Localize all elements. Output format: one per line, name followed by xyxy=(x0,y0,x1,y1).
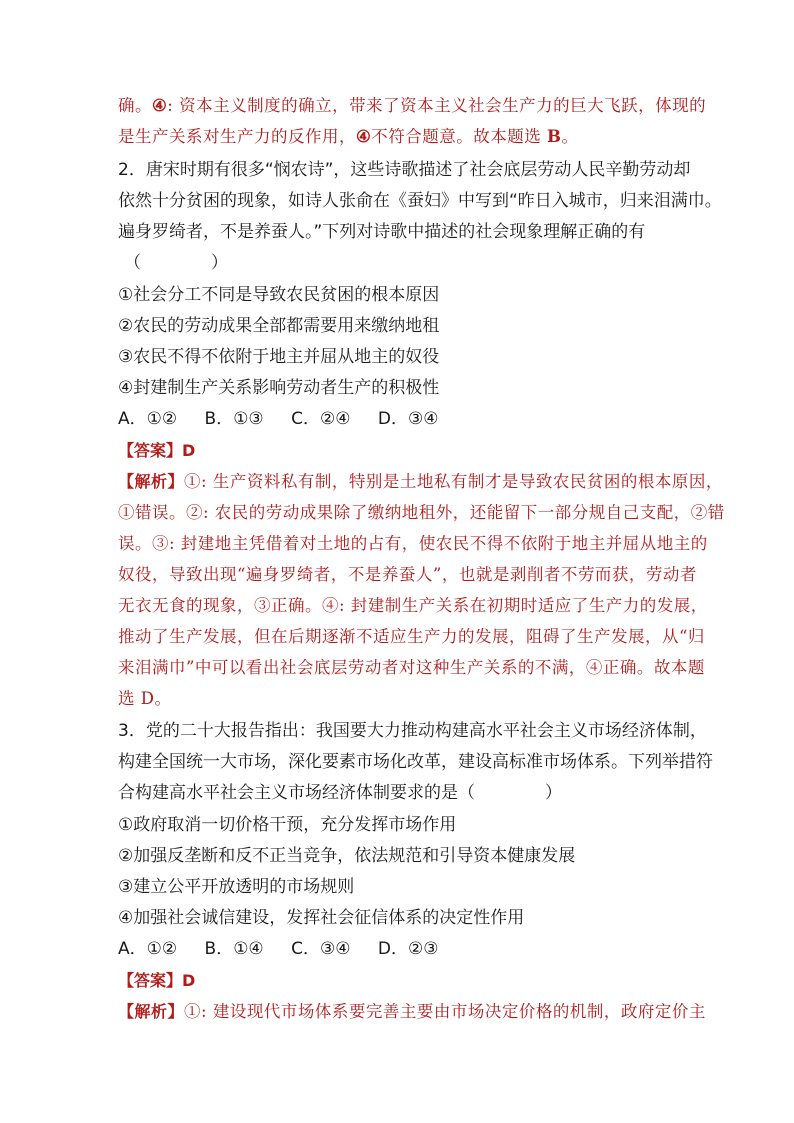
q3-options xyxy=(118,939,438,959)
q2-item-1: ①社会分工不同是导致农民贫困的根本原因 xyxy=(118,285,440,305)
q2-stem-line-2: 依然十分贫困的现象，如诗人张俞在《蚕妇》中写到“昨日入城市，归来泪满巾。 xyxy=(118,191,722,211)
q2-analysis-line-5: 无衣无食的现象，③正确。④: 封建制生产关系在初期时适应了生产力的发展， xyxy=(118,596,708,615)
q2-answer: 【答案】D xyxy=(118,441,196,460)
q3-answer: 【答案】D xyxy=(118,971,196,990)
q2-option-a: A．①② xyxy=(118,409,178,429)
q2-analysis-line-2: ①错误。②: 农民的劳动成果除了缴纳地租外，还能留下一部分规自己支配，②错 xyxy=(118,503,725,522)
prev-analysis-line-2: 是生产关系对生产力的反作用，④不符合题意。故本题选 B。 xyxy=(118,127,579,146)
q2-item-2: ②农民的劳动成果全部都需要用来缴纳地租 xyxy=(118,316,440,336)
q3-option-b: B．①④ xyxy=(204,939,264,959)
q2-answer-blank: （ ） xyxy=(124,253,228,273)
q2-analysis-line-7: 来泪满巾”中可以看出社会底层劳动者对这种生产关系的不满，④正确。故本题 xyxy=(118,658,705,677)
q2-analysis-line-6: 推动了生产发展，但在后期逐渐不适应生产力的发展，阻碍了生产发展，从“归 xyxy=(118,627,705,646)
q3-option-d: D．②③ xyxy=(377,939,439,959)
q2-analysis-line-3: 误。③: 封建地主凭借着对土地的占有，使农民不得不依附于地主并屈从地主的 xyxy=(118,534,708,553)
q3-option-c: C．③④ xyxy=(291,939,351,959)
q2-item-3: ③农民不得不依附于地主并屈从地主的奴役 xyxy=(118,347,440,367)
q2-option-d: D．③④ xyxy=(377,409,439,429)
q3-option-a: A．①② xyxy=(118,939,178,959)
q2-analysis-line-1: 【解析】①: 生产资料私有制，特别是土地私有制才是导致农民贫困的根本原因， xyxy=(118,472,723,491)
q3-stem-line-1: 3．党的二十大报告指出：我国要大力推动构建高水平社会主义市场经济体制， xyxy=(118,721,707,741)
q2-option-b: B．①③ xyxy=(204,409,264,429)
q2-option-c: C．②④ xyxy=(291,409,351,429)
q3-item-4: ④加强社会诚信建设，发挥社会征信体系的决定性作用 xyxy=(118,908,525,928)
q3-item-3: ③建立公平开放透明的市场规则 xyxy=(118,877,355,897)
q3-item-1: ①政府取消一切价格干预，充分发挥市场作用 xyxy=(118,815,457,835)
q3-analysis-line-1: 【解析】①: 建设现代市场体系要完善主要由市场决定价格的机制，政府定价主 xyxy=(118,1002,706,1021)
q2-analysis-line-8: 选 D。 xyxy=(118,689,172,708)
q3-stem-line-2: 构建全国统一大市场，深化要素市场化改革，建设高标准市场体系。下列举措符 xyxy=(118,752,713,772)
prev-analysis-line-1: 确。④: 资本主义制度的确立，带来了资本主义社会生产力的巨大飞跃，体现的 xyxy=(118,96,707,115)
q2-stem-line-1: 2．唐宋时期有很多“悯农诗”，这些诗歌描述了社会底层劳动人民辛勤劳动却 xyxy=(118,160,691,180)
q2-analysis-line-4: 奴役，导致出现“遍身罗绮者，不是养蚕人”，也就是剥削者不劳而获，劳动者 xyxy=(118,565,697,584)
q3-stem-line-3: 合构建高水平社会主义市场经济体制要求的是（ ） xyxy=(118,783,562,803)
q2-item-4: ④封建制生产关系影响劳动者生产的积极性 xyxy=(118,378,440,398)
q2-stem-line-3: 遍身罗绮者，不是养蚕人。”下列对诗歌中描述的社会现象理解正确的有 xyxy=(118,222,646,242)
q2-options xyxy=(118,409,438,429)
q3-item-2: ②加强反垄断和反不正当竞争，依法规范和引导资本健康发展 xyxy=(118,846,576,866)
